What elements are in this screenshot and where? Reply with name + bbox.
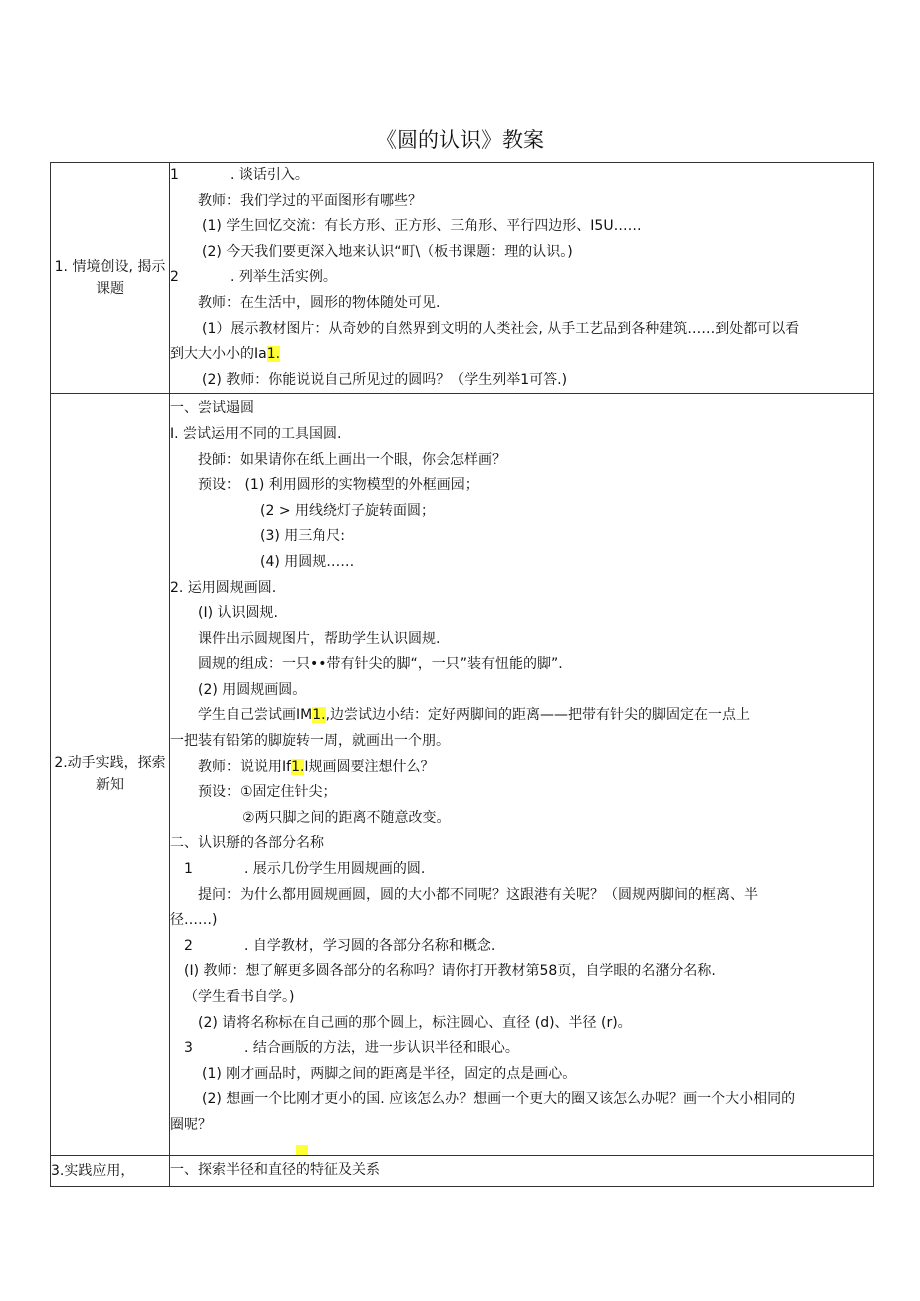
- line-text: 二、认识掰的各部分名称: [170, 835, 324, 852]
- content-line: [170, 342, 873, 368]
- line-text: . 谈话引入。: [230, 167, 309, 183]
- content-line: [170, 291, 873, 317]
- content-line: [170, 317, 873, 343]
- line-text: (3) 用三角尺:: [260, 528, 345, 545]
- content-line: [170, 576, 873, 602]
- line-text: (2) 想画一个比刚才更小的国. 应该怎么办？想画一个更大的圈又该怎么办呢？画一个大小相同的: [202, 1091, 796, 1108]
- content-line: [170, 1087, 873, 1113]
- section-row: [51, 394, 874, 1155]
- line-text: (I) 认识圆规.: [198, 605, 278, 622]
- item-number: 3: [184, 1040, 193, 1057]
- section-content: [170, 394, 874, 1155]
- content-line: [170, 908, 873, 934]
- line-text: 一、尝试遢圆: [170, 400, 254, 417]
- line-text: 教师：说说用If: [198, 758, 292, 775]
- content-line: [170, 1062, 873, 1088]
- content-line: [170, 499, 873, 525]
- content-line: [170, 857, 873, 883]
- line-text: 教师：在生活中，圆形的物体随处可见.: [198, 294, 441, 311]
- line-text: 一把装有铅笫的脚旋转一周，就画出一个朋。: [170, 733, 450, 750]
- line-text: 圈呢？: [170, 1116, 212, 1133]
- content-line: [170, 1036, 873, 1062]
- content-line: [170, 627, 873, 653]
- line-text: 径……): [170, 912, 218, 929]
- content-line: [170, 1158, 873, 1184]
- content-line: [170, 1113, 873, 1139]
- line-text: (2) 教师：你能说说自己所见过的圆吗？（学生列举1可答.): [202, 371, 568, 388]
- content-line: [170, 883, 873, 909]
- line-text: (2) 用圆规画圆。: [198, 681, 307, 698]
- line-text: (4) 用圆规……: [260, 553, 355, 570]
- content-line: [170, 729, 873, 755]
- line-text: (1) 学生回忆交流：有长方形、正方形、三角形、平行四边形、I5U……: [202, 218, 642, 235]
- section-content: [170, 163, 874, 394]
- content-line: [170, 396, 873, 422]
- content-line: [170, 550, 873, 576]
- content-line: [170, 985, 873, 1011]
- line-text-after: I规画圆要注想什么？: [304, 758, 435, 775]
- section-content: [170, 1155, 874, 1186]
- section-row: [51, 163, 874, 394]
- content-line: [170, 652, 873, 678]
- line-text: 投師：如果请你在纸上画出一个眼，你会怎样画？: [198, 451, 506, 468]
- line-text: I. 尝试运用不同的工具国圆.: [170, 425, 342, 442]
- line-text: 提问：为什么都用圆规画圆，圆的大小都不同呢？这跟港有关呢？（圆规两脚间的框离、半: [198, 886, 758, 903]
- line-text: 圆规的组成：一只••带有针尖的脚“，一只”装有忸能的脚”.: [198, 656, 563, 673]
- content-line: [170, 163, 873, 189]
- content-line: [170, 678, 873, 704]
- line-text: (2) 请将名称标在自己画的那个圆上，标注圆心、直径 (d)、半径 (r)。: [198, 1014, 632, 1031]
- item-number: 1: [184, 861, 193, 878]
- content-line: [170, 934, 873, 960]
- section-row: [51, 1155, 874, 1186]
- content-line: [170, 473, 873, 499]
- line-text: 2. 运用圆规画圆.: [170, 579, 277, 596]
- content-line: [170, 806, 873, 832]
- line-text: (1）展示教材图片：从奇妙的自然界到文明的人类社会, 从手工艺品到各种建筑……到处都可以看: [202, 320, 800, 337]
- line-text: . 自学教材，学习圆的各部分名称和概念.: [244, 937, 496, 954]
- highlighted-text: 1.: [312, 707, 326, 724]
- line-text: （学生看书自学。): [184, 989, 295, 1005]
- section-label: 3.实践应用，: [51, 1155, 170, 1186]
- section-label: 1. 情境创设, 揭示课题: [51, 163, 170, 394]
- item-number: 1: [170, 167, 179, 183]
- content-line: [170, 368, 873, 394]
- line-text: (2 > 用线绕灯子旋转面圆；: [260, 502, 435, 519]
- content-line: [170, 448, 873, 474]
- content-line: [170, 265, 873, 291]
- line-text: 预设： (1) 利用圆形的实物模型的外框画园；: [198, 477, 479, 494]
- lesson-table: [50, 162, 874, 1187]
- line-text-after: ,边尝试边小结：定好两脚间的距离——把带有针尖的脚固定在一点上: [325, 707, 751, 724]
- content-line: [170, 422, 873, 448]
- line-text: 课件出示圆规图片，帮助学生认识圆规.: [198, 630, 441, 647]
- line-text: (I) 教师：想了解更多圆各部分的名称吗？请你打开教材第58页，自学眼的名潴分名称.: [184, 963, 716, 980]
- line-text: 到大大小小的Ia: [170, 346, 267, 363]
- content-line: [170, 703, 873, 729]
- highlighted-text: 1.: [291, 758, 305, 775]
- line-text: . 展示几份学生用圆规画的圆.: [244, 861, 426, 878]
- page-title: 《圆的认识》教案: [376, 128, 544, 152]
- line-text: 预设：①固定住针尖；: [198, 784, 337, 801]
- section-label: 2.动手实践，探索新知: [51, 394, 170, 1155]
- line-text: 教师：我们学过的平面图形有哪些？: [198, 192, 422, 209]
- line-text: 学生自己尝试画IM: [198, 707, 313, 724]
- line-text: (1) 刚才画品时，两脚之间的距离是半径，固定的点是画心。: [202, 1065, 577, 1082]
- line-text: ②两只脚之间的距离不随意改变。: [242, 809, 451, 826]
- line-text: . 结合画版的方法，进一步认识半径和眼心。: [244, 1040, 519, 1057]
- content-line: [170, 189, 873, 215]
- highlighted-text: 1.: [266, 346, 281, 363]
- content-line: [170, 524, 873, 550]
- line-text: 一、探索半径和直径的特征及关系: [170, 1161, 380, 1178]
- item-number: 2: [184, 937, 193, 954]
- content-line: [170, 601, 873, 627]
- content-line: [170, 214, 873, 240]
- content-line: [170, 780, 873, 806]
- content-line: [170, 755, 873, 781]
- line-text: (2) 今天我们要更深入地来认识“町\（板书课题：理的认识。): [202, 243, 573, 260]
- content-line: [170, 831, 873, 857]
- content-line: [170, 240, 873, 266]
- content-line: [170, 1011, 873, 1037]
- item-number: 2: [170, 269, 179, 286]
- line-text: . 列举生活实例。: [230, 269, 337, 286]
- content-line: [170, 959, 873, 985]
- highlight-mark: [296, 1145, 308, 1155]
